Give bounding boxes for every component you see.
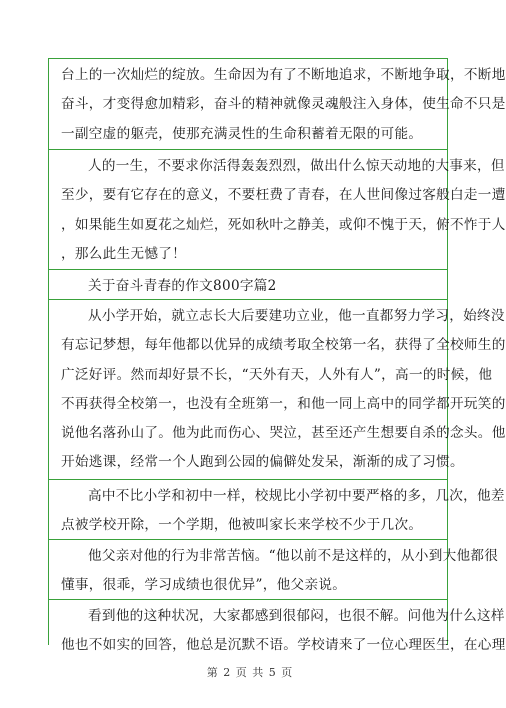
text-line: 至少，要有它存在的意义，不要枉费了青春，在人世间像过客般白走一遭 [61, 187, 506, 204]
paragraph-3 [49, 299, 506, 478]
text-line: 广泛好评。然而却好景不长，“天外有天，人外有人”，高一的时候，他 [61, 366, 493, 383]
text-line: 他也不如实的回答，他总是沉默不语。学校请来了一位心理医生，在心理 [61, 637, 506, 654]
section-heading: 关于奋斗青春的作文800字篇2 [88, 278, 277, 294]
text-line: 懂事，很乖，学习成绩也很优异”，他父亲说。 [61, 577, 347, 594]
page-number-footer: 第 2 页 共 5 页 [206, 666, 294, 679]
text-line: ，那么此生无憾了！ [61, 245, 187, 262]
text-line: 奋斗，才变得愈加精彩，奋斗的精神就像灵魂般注入身体，使生命不只是 [61, 96, 506, 113]
text-line: 开始逃课，经常一个人跑到公园的偏僻处发呆，渐渐的成了习惯。 [61, 454, 464, 471]
text-line: 他父亲对他的行为非常苦恼。“他以前不是这样的，从小到大他都很 [88, 548, 499, 564]
text-line: 有忘记梦想，每年他都以优异的成绩考取全校第一名，获得了全校师生的 [61, 337, 506, 354]
text-line: 一副空虚的躯壳，使那充满灵性的生命积蓄着无限的可能。 [61, 125, 423, 142]
text-line: 高中不比小学和初中一样，校规比小学初中要严格的多，几次，他差 [88, 488, 505, 504]
text-line: 说他名落孙山了。他为此而伤心、哭泣，甚至还产生想要自杀的念头。他 [61, 425, 506, 442]
paragraph-4 [49, 479, 505, 541]
text-line: 点被学校开除，一个学期，他被叫家长来学校不少于几次。 [61, 517, 423, 534]
section-heading-row [49, 269, 447, 301]
text-line: 台上的一次灿烂的绽放。生命因为有了不断地追求，不断地争取，不断地 [61, 67, 506, 83]
text-line: 看到他的这种状况，大家都感到很郁闷，也很不解。问他为什么这样 [88, 608, 505, 624]
text-line: 人的一生，不要求你活得轰轰烈烈，做出什么惊天动地的大事来，但 [88, 158, 505, 174]
document-frame [48, 58, 506, 654]
paragraph-2 [49, 149, 506, 269]
text-line: 不再获得全校第一，也没有全班第一，和他一同上高中的同学都开玩笑的 [61, 395, 506, 412]
paragraph-1 [49, 59, 506, 149]
paragraph-6 [49, 599, 506, 661]
paragraph-5 [49, 539, 499, 601]
text-line: 从小学开始，就立志长大后要建功立业，他一直都努力学习，始终没 [88, 308, 505, 324]
text-line: ，如果能生如夏花之灿烂，死如秋叶之静美，或仰不愧于天，俯不怍于人 [61, 216, 506, 233]
